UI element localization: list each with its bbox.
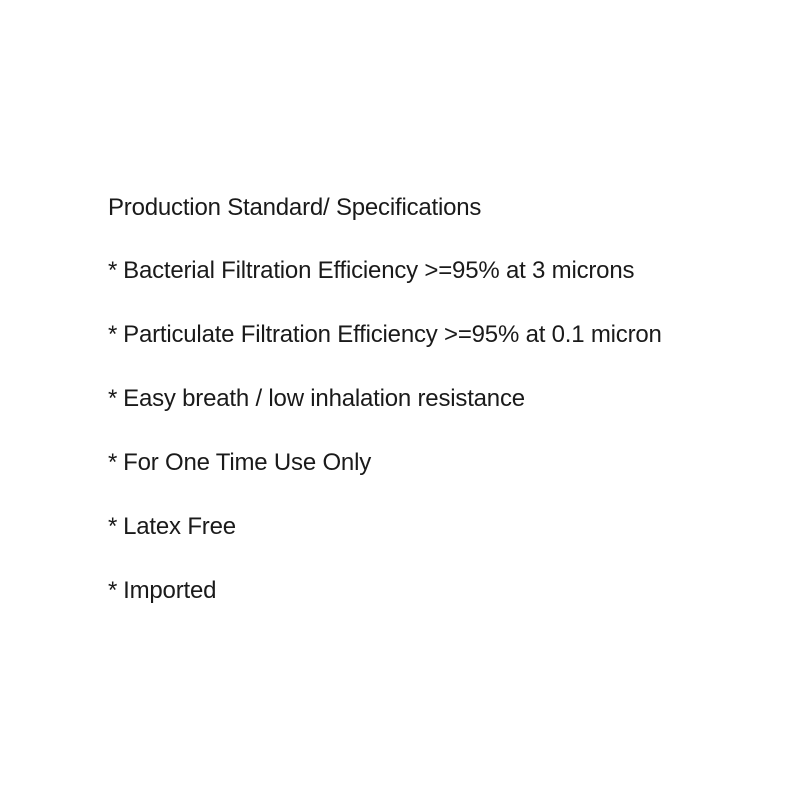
spec-item-text: Particulate Filtration Efficiency >=95% at 0.1 micron (123, 321, 662, 348)
spec-item-text: Easy breath / low inhalation resistance (123, 385, 525, 412)
bullet-asterisk: * (108, 385, 118, 412)
bullet-asterisk: * (108, 257, 118, 284)
spec-item-imported (108, 574, 662, 608)
spec-title: Production Standard/ Specifications (108, 194, 482, 221)
spec-item-text: Bacterial Filtration Efficiency >=95% at 3 microns (123, 257, 635, 284)
spec-item-bacterial-filtration (108, 254, 662, 288)
spec-item-text: Latex Free (123, 513, 236, 540)
spec-item-latex-free (108, 510, 662, 544)
spec-item-text: For One Time Use Only (123, 449, 372, 476)
spec-item-text: Imported (123, 577, 217, 604)
bullet-asterisk: * (108, 449, 118, 476)
bullet-asterisk: * (108, 577, 118, 604)
bullet-asterisk: * (108, 513, 118, 540)
spec-item-breathability (108, 382, 662, 416)
spec-item-particulate-filtration (108, 318, 662, 352)
bullet-asterisk: * (108, 321, 118, 348)
spec-item-single-use (108, 446, 662, 480)
spec-list (108, 254, 662, 638)
